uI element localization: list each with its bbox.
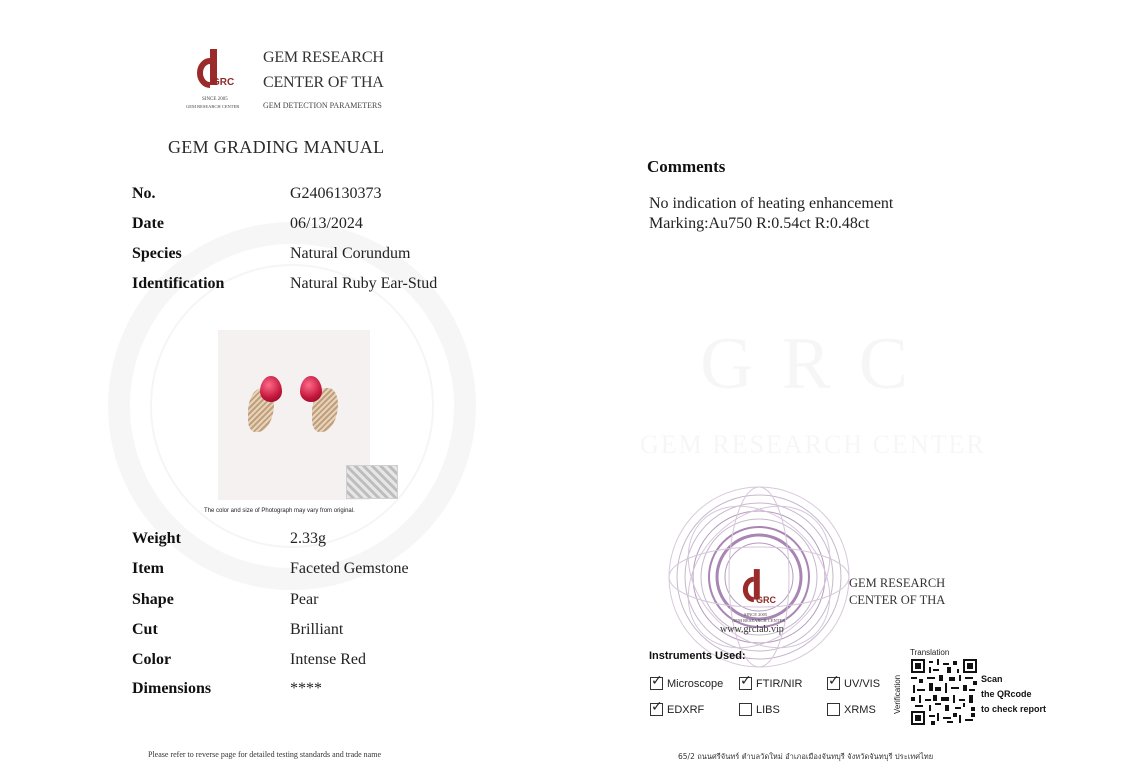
comments-title: Comments bbox=[647, 157, 726, 176]
instrument-uv-vis bbox=[827, 677, 880, 693]
checkbox-checked bbox=[650, 677, 663, 690]
checkbox-checked bbox=[650, 703, 663, 716]
brand-line-2: CENTER OF THA bbox=[263, 74, 384, 91]
instrument-libs bbox=[739, 703, 780, 719]
seal-logo-since: SINCE 2005 bbox=[744, 612, 768, 617]
brand-subtitle: GEM DETECTION PARAMETERS bbox=[263, 101, 382, 110]
instrument-xrms bbox=[827, 703, 876, 719]
scan-line-1: Scan bbox=[981, 674, 1003, 684]
checkbox-unchecked bbox=[827, 703, 840, 716]
field-label-weight: Weight bbox=[132, 530, 181, 547]
page-title: GEM GRADING MANUAL bbox=[168, 137, 385, 157]
instrument-label: FTIR/NIR bbox=[756, 678, 803, 690]
brand-line-1: GEM RESEARCH bbox=[263, 49, 384, 66]
hologram-sticker bbox=[346, 465, 398, 499]
field-value-species: Natural Corundum bbox=[290, 245, 411, 262]
seal-logo bbox=[726, 568, 790, 628]
field-value-color: Intense Red bbox=[290, 651, 366, 668]
scan-line-2: the QRcode bbox=[981, 689, 1032, 699]
instrument-microscope bbox=[650, 677, 723, 693]
logo-since: SINCE 2005 bbox=[202, 97, 228, 102]
earring-right bbox=[296, 374, 342, 438]
seal-logo-center: GEM RESEARCH CENTER bbox=[732, 618, 786, 623]
logo-center: GEM RESEARCH CENTER bbox=[186, 104, 240, 109]
earring-left bbox=[246, 374, 292, 438]
instrument-label: UV/VIS bbox=[844, 678, 881, 690]
field-value-shape: Pear bbox=[290, 591, 319, 608]
comment-line-2: Marking:Au750 R:0.54ct R:0.48ct bbox=[649, 215, 870, 232]
field-label-identification: Identification bbox=[132, 275, 225, 292]
field-value-identification: Natural Ruby Ear-Stud bbox=[290, 275, 438, 292]
checkbox-checked bbox=[739, 677, 752, 690]
watermark-grc bbox=[700, 322, 936, 407]
grc-logo bbox=[186, 47, 250, 111]
field-label-date: Date bbox=[132, 215, 164, 232]
scan-line-3: to check report bbox=[981, 704, 1047, 714]
field-label-color: Color bbox=[132, 651, 172, 668]
field-label-dimensions: Dimensions bbox=[132, 680, 212, 697]
field-label-species: Species bbox=[132, 245, 182, 262]
field-value-dimensions: **** bbox=[290, 680, 322, 697]
field-value-date: 06/13/2024 bbox=[290, 215, 363, 232]
brand-name bbox=[263, 45, 384, 95]
instruments-title: Instruments Used: bbox=[649, 650, 746, 662]
translation-label: Translation bbox=[910, 648, 950, 657]
comment-line-1: No indication of heating enhancement bbox=[649, 195, 894, 212]
field-value-weight: 2.33g bbox=[290, 530, 326, 547]
photo-note: The color and size of Photograph may vary from original. bbox=[204, 508, 355, 514]
seal-url: www.grclab.vip bbox=[720, 624, 784, 635]
field-value-cut: Brilliant bbox=[290, 621, 344, 638]
instrument-edxrf bbox=[650, 703, 704, 719]
footer-note: Please refer to reverse page for detailed testing standards and trade name bbox=[148, 750, 382, 759]
field-label-cut: Cut bbox=[132, 621, 158, 638]
qr-code-icon[interactable] bbox=[911, 659, 977, 725]
field-value-no: G2406130373 bbox=[290, 185, 382, 202]
gem-photo bbox=[218, 330, 370, 500]
scan-instructions bbox=[981, 672, 1046, 717]
instrument-label: Microscope bbox=[667, 678, 724, 690]
instrument-ftir-nir bbox=[739, 677, 802, 693]
field-label-item: Item bbox=[132, 560, 164, 577]
seal-logo-text: GRC bbox=[756, 595, 776, 605]
instrument-label: XRMS bbox=[844, 704, 876, 716]
ruby-stone bbox=[300, 376, 322, 402]
seal-brand-line-1: GEM RESEARCH bbox=[849, 576, 946, 590]
instrument-label: LIBS bbox=[756, 704, 780, 716]
address-footer: 65/2 ถนนศรีจันทร์ ตำบลวัดใหม่ อำเภอเมืองจันทบุรี จังหวัดจันทบุรี ประเทศไทย bbox=[678, 752, 934, 761]
field-label-shape: Shape bbox=[132, 591, 174, 608]
field-value-item: Faceted Gemstone bbox=[290, 560, 409, 577]
checkbox-unchecked bbox=[739, 703, 752, 716]
seal-brand-line-2: CENTER OF THA bbox=[849, 593, 946, 607]
seal-brand bbox=[849, 575, 945, 609]
field-label-no: No. bbox=[132, 185, 156, 202]
verification-label: Verification bbox=[893, 674, 902, 714]
logo-text: GRC bbox=[212, 77, 235, 88]
instrument-label: EDXRF bbox=[667, 704, 705, 716]
checkbox-checked bbox=[827, 677, 840, 690]
ruby-stone bbox=[260, 376, 282, 402]
watermark-grc-sub bbox=[640, 430, 986, 460]
